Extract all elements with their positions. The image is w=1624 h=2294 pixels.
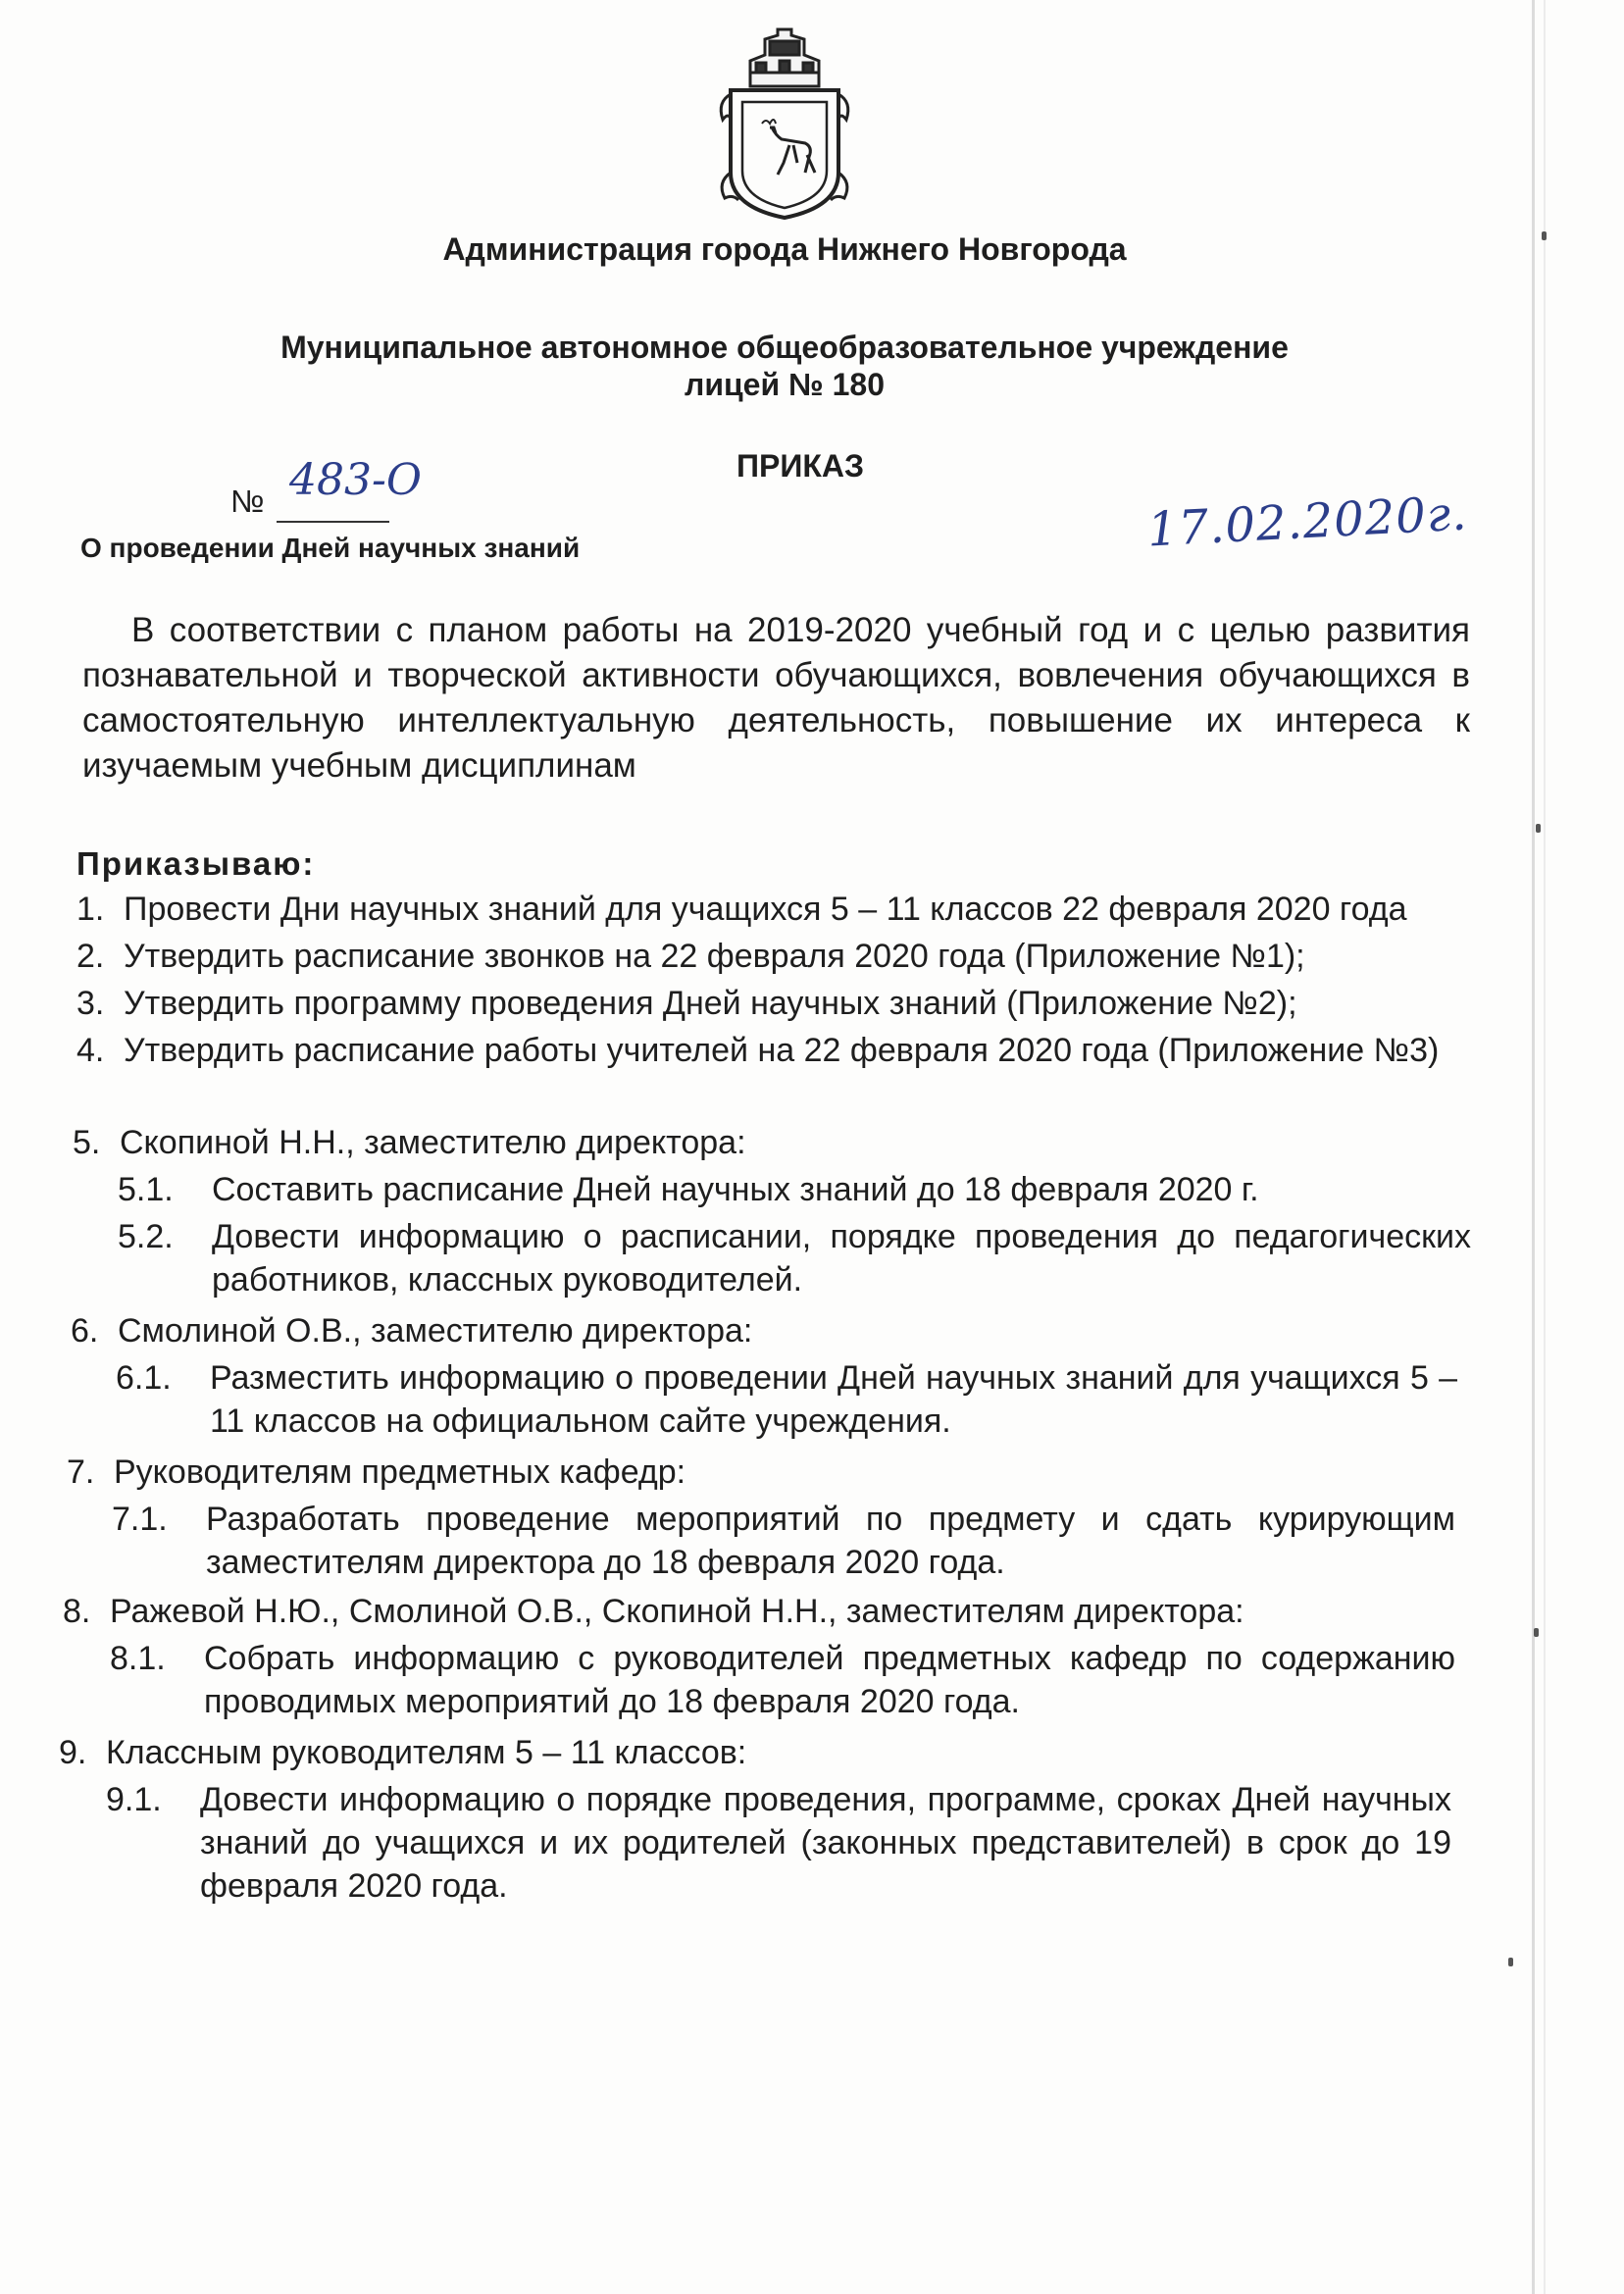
order-number-underline — [277, 521, 389, 523]
city-coat-of-arms-emblem — [711, 25, 858, 222]
order-subject: О проведении Дней научных знаний — [80, 533, 581, 563]
order-item — [76, 935, 1469, 978]
order-item — [76, 1029, 1469, 1072]
order-subitem — [116, 1356, 1457, 1443]
item-text: Разместить информацию о проведении Дней научных знаний для учащихся 5 – 11 классов на официальном сайте учреждения. — [210, 1359, 1457, 1440]
item-number: 5. — [73, 1124, 101, 1161]
item-text: Руководителям предметных кафедр: — [114, 1453, 686, 1491]
item-number: 6.1. — [116, 1359, 172, 1397]
order-item — [76, 982, 1469, 1025]
order-number-label: № — [230, 484, 265, 519]
institution-name: Муниципальное автономное общеобразовательное учреждение — [280, 330, 1289, 365]
order-subitem — [118, 1168, 1471, 1211]
item-text: Утвердить расписание звонков на 22 февраля 2020 года (Приложение №1); — [124, 938, 1305, 975]
item-number: 2. — [76, 938, 105, 975]
item-number: 7.1. — [112, 1501, 168, 1538]
item-text: Разработать проведение мероприятий по предмету и сдать курирующим заместителям директора до 18 февраля 2020 года. — [206, 1501, 1455, 1581]
scan-artifact — [1536, 824, 1541, 833]
item-text: Ражевой Н.Ю., Смолиной О.В., Скопиной Н.Н., заместителям директора: — [110, 1593, 1244, 1630]
order-subitem — [112, 1498, 1455, 1584]
item-number: 7. — [67, 1453, 95, 1491]
preamble-paragraph — [82, 608, 1470, 789]
item-text: Утвердить программу проведения Дней научных знаний (Приложение №2); — [124, 985, 1297, 1022]
item-text: Классным руководителям 5 – 11 классов: — [106, 1734, 747, 1771]
item-number: 5.1. — [118, 1171, 174, 1208]
item-text: Составить расписание Дней научных знаний до 18 февраля 2020 г. — [212, 1171, 1259, 1208]
order-subitem — [110, 1637, 1455, 1723]
item-text: Провести Дни научных знаний для учащихся 5 – 11 классов 22 февраля 2020 года — [124, 891, 1407, 928]
item-number: 3. — [76, 985, 105, 1022]
item-number: 9.1. — [106, 1781, 162, 1818]
item-text: Скопиной Н.Н., заместителю директора: — [120, 1124, 746, 1161]
order-subitem — [106, 1778, 1451, 1908]
order-item — [59, 1731, 1451, 1774]
item-number: 1. — [76, 891, 105, 928]
document-type-title: ПРИКАЗ — [736, 448, 865, 484]
order-subitem — [118, 1215, 1471, 1301]
item-text: Утвердить расписание работы учителей на 22 февраля 2020 года (Приложение №3) — [124, 1032, 1440, 1069]
item-text: Довести информацию о порядке проведения, программе, сроках Дней научных знаний до учащихся и их родителей (законных представителей) в срок до 19 февраля 2020 года. — [200, 1781, 1451, 1905]
item-text: Довести информацию о расписании, порядке проведения до педагогических работников, классных руководителей. — [212, 1218, 1471, 1299]
order-item — [71, 1309, 1463, 1352]
item-number: 5.2. — [118, 1218, 174, 1255]
item-number: 6. — [71, 1312, 99, 1350]
item-text: Смолиной О.В., заместителю директора: — [118, 1312, 753, 1350]
order-item — [67, 1451, 1459, 1494]
order-item — [73, 1121, 1465, 1164]
item-number: 8.1. — [110, 1640, 166, 1677]
item-text: Собрать информацию с руководителей предметных кафедр по содержанию проводимых мероприятий до 18 февраля 2020 года. — [204, 1640, 1455, 1720]
order-heading: Приказываю: — [76, 845, 316, 882]
order-item — [63, 1590, 1455, 1633]
item-number: 8. — [63, 1593, 91, 1630]
handwritten-order-date: 17.02.2020г. — [1145, 485, 1469, 558]
preamble-text: В соответствии с планом работы на 2019-2020 учебный год и с целью развития познавательной и творческой активности обучающихся, вовлечения обучающихся в самостоятельную интеллектуальную деятельность, повышение их интереса к изучаемым учебным дисциплинам — [82, 611, 1470, 785]
scan-artifact — [1534, 1628, 1539, 1637]
scan-artifact — [1508, 1958, 1513, 1966]
administration-title: Администрация города Нижнего Новгорода — [442, 231, 1127, 267]
order-item — [76, 888, 1469, 931]
institution-name-line2: лицей № 180 — [685, 367, 885, 402]
item-number: 4. — [76, 1032, 105, 1069]
handwritten-order-number: 483-О — [289, 455, 422, 505]
item-number: 9. — [59, 1734, 87, 1771]
